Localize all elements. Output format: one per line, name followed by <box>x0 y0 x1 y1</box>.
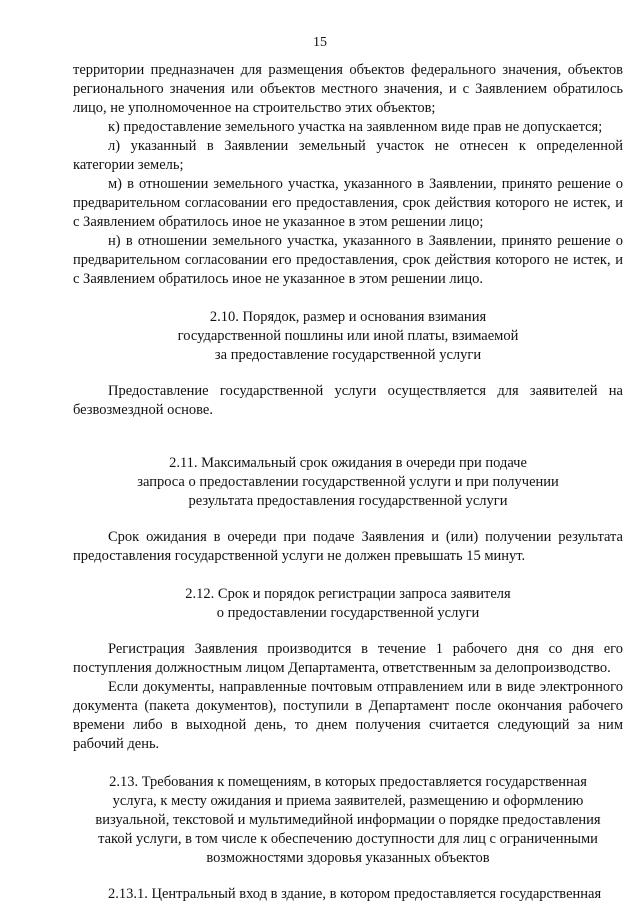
page-number: 15 <box>313 35 327 50</box>
heading-line: запроса о предоставлении государственной услуги и при получении <box>137 474 559 490</box>
section-2-10-heading <box>73 308 623 365</box>
list-item-n: н) в отношении земельного участка, указанного в Заявлении, принято решение о предварительном согласовании его предоставления, срок действия которого не истек, и с Заявлением обратилось иное не указанное в этом решении лицо. <box>73 233 623 287</box>
heading-line: такой услуги, в том числе к обеспечению доступности для лиц с ограниченными <box>98 831 598 847</box>
section-2-13-1-paragraph: 2.13.1. Центральный вход в здание, в котором предоставляется государственная <box>108 886 602 902</box>
heading-line: 2.11. Максимальный срок ожидания в очереди при подаче <box>169 455 527 471</box>
heading-line: возможностями здоровья указанных объектов <box>206 850 490 866</box>
heading-line: 2.13. Требования к помещениям, в которых предоставляется государственная <box>109 774 587 790</box>
section-2-11-paragraph: Срок ожидания в очереди при подаче Заявления и (или) получении результата предоставления государственной услуги не должен превышать 15 минут. <box>73 529 623 564</box>
list-item-k: к) предоставление земельного участка на заявленном виде прав не допускается; <box>108 119 603 135</box>
heading-line: 2.10. Порядок, размер и основания взимания <box>209 309 487 325</box>
section-2-12-heading <box>73 585 623 623</box>
heading-line: 2.12. Срок и порядок регистрации запроса заявителя <box>185 586 511 602</box>
section-2-12-paragraph: Регистрация Заявления производится в течение 1 рабочего дня со дня его поступления должностным лицом Департамента, ответственным за делопроизводство. <box>73 641 623 676</box>
heading-line: услуга, к месту ожидания и приема заявителей, размещению и оформлению <box>112 793 584 809</box>
section-2-12-paragraph: Если документы, направленные почтовым отправлением или в виде электронного документа (пакета документов), поступили в Департамент после окончания рабочего времени либо в выходной день, то днем получения считается следующий за ним рабочий день. <box>73 679 623 752</box>
heading-line: за предоставление государственной услуги <box>214 347 482 363</box>
heading-line: о предоставлении государственной услуги <box>216 605 480 621</box>
document-body <box>73 61 623 904</box>
section-2-11-heading <box>73 454 623 511</box>
heading-line: визуальной, текстовой и мультимедийной информации о порядке предоставления <box>95 812 601 828</box>
section-2-10-paragraph: Предоставление государственной услуги осуществляется для заявителей на безвозмездной основе. <box>73 383 623 418</box>
list-item-m: м) в отношении земельного участка, указанного в Заявлении, принято решение о предварительном согласовании его предоставления, срок действия которого не истек, и с Заявлением обратилось иное не указанное в этом решении лицо; <box>73 176 623 230</box>
paragraph-continuation: территории предназначен для размещения объектов федерального значения, объектов регионального значения или объектов местного значения, и с Заявлением обратилось лицо, не уполномоченное на строительство этих объектов; <box>73 62 623 116</box>
heading-line: государственной пошлины или иной платы, взимаемой <box>177 328 519 344</box>
list-item-l: л) указанный в Заявлении земельный участок не отнесен к определенной категории земель; <box>73 138 623 173</box>
heading-line: результата предоставления государственной услуги <box>188 493 508 509</box>
section-2-13-heading <box>73 773 623 868</box>
